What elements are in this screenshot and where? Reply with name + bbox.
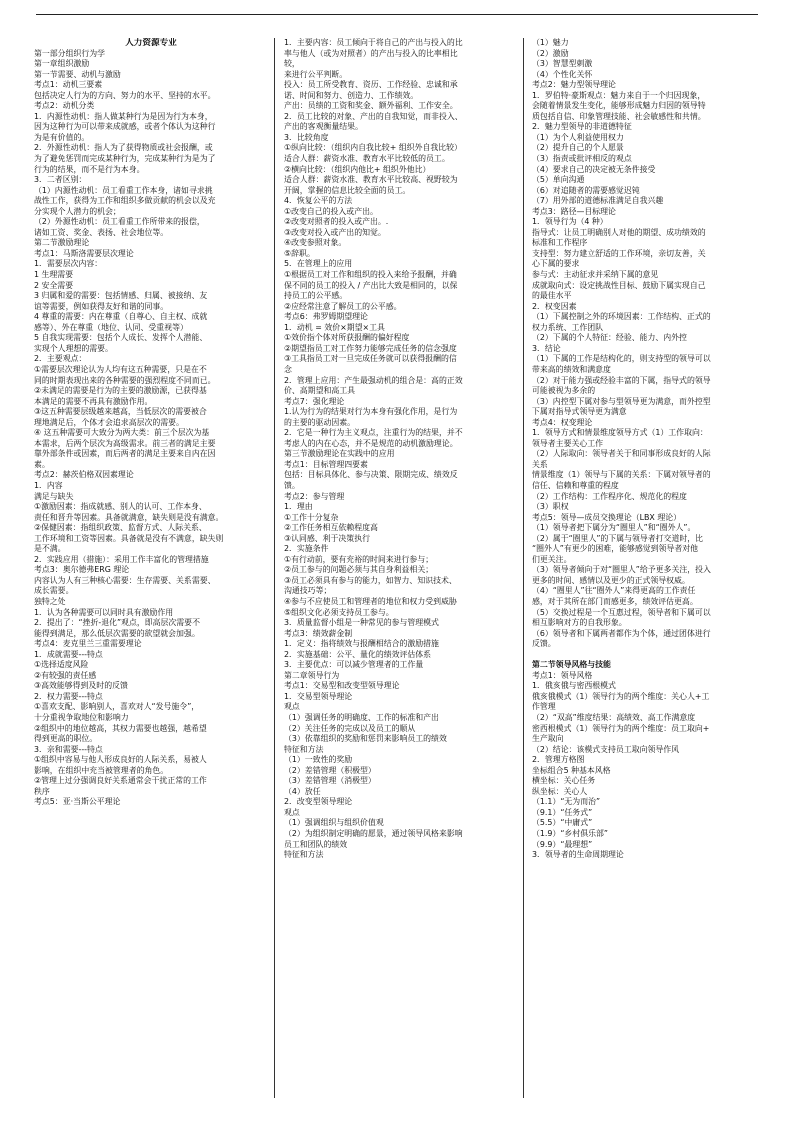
text-line: （3）差错管理（消极型） [284,776,376,786]
text-line: 信任、信赖和尊重的程度 [532,480,619,490]
text-line: ②组织中的地位越高，其权力需要也越强，越希望 [34,723,207,733]
text-line: （2）工作结构：工作程序化、规范化的程度 [532,491,687,501]
text-line: ①需要层次理论认为人均有这五种需要，只是在不 [34,364,207,374]
text-line: ①效价指个体对所获报酬的偏好程度 [284,333,410,343]
text-line: 考点2：动机分类 [34,101,95,111]
blank-line [532,650,768,661]
text-line: 领导者主要关心工作 [532,438,604,448]
text-line: ②改变对照者的投入或产出。. [284,217,389,227]
text-line: ①激励因素：指成就感、别人的认可、工作本身、 [34,502,207,512]
text-line: 3．结论 [532,343,561,353]
text-line: 1．成就需要---特点 [34,649,103,659]
text-line: 第二节激励理论 [34,238,90,248]
text-line: 1.认为行为的结果对行为本身有强化作用，是行为 [284,407,458,417]
text-line: 纵坐标：关心人 [532,786,588,796]
text-line: （2）人际取向：领导者关于和同事形成良好的人际 [532,449,711,459]
text-line: （1）魅力 [532,38,569,47]
text-line: 1．内源性动机：指人做某种行为是因为行为本身， [34,111,213,121]
text-line: 考点3：绩效薪金制 [284,628,353,638]
text-line: 特征和方法 [284,744,324,754]
text-line: 员工和团队的绩效 [284,839,348,849]
text-line: 观点 [284,807,300,817]
text-line: 2．管理方格图 [532,755,585,765]
text-line: （9.9）“最理想” [532,839,593,849]
text-line: 沟通技巧等； [284,586,332,596]
text-line: ③改变对投入或产出的知觉。 [284,227,386,237]
text-line: 率与他人（或为对照者）的产出与投入的比率相比 [284,48,458,58]
text-line: ③这五种需要层级越来越高，当低层次的需要被合 [34,407,207,417]
text-line: 密西根模式（1）领导行为的两个维度：员工取向+ [532,723,710,733]
text-line: 适合人群：薪资水准、教育水平比较高、视野较为 [284,175,458,185]
text-line: 2．提出了：“挫折-退化”观点，即高层次需要不 [34,618,200,628]
text-line: 考点3：奥尔德弗ERG 理论 [34,565,130,575]
text-line: （6）领导者和下属两者都作为个体，通过团体进行 [532,628,711,638]
text-line: 1．内容 [34,480,63,490]
text-line: 2 安全需要 [34,280,74,290]
text-line: 包括：目标具体化、参与决策、限期完成、绩效反 [284,470,458,480]
text-line: （3）内控型下属对参与型领导更为满意，而外控型 [532,396,711,406]
text-line: （2）“双高”维度结果：高绩效、高工作满意度 [532,713,696,722]
text-line: 2．权变因素 [532,301,577,311]
text-line: 考点5：亚·当斯公平理论 [34,797,121,807]
text-line: 2．员工比较的对象、产出的自我知觉，而非投入、 [284,111,463,121]
text-line: ①喜欢支配、影响别人，喜欢对人“发号施令”， [34,702,200,712]
text-line: 诺、时间和努力、创造力、工作绩效。 [284,90,419,100]
text-line: （5.5）“中庸式” [532,818,593,828]
text-line: ⑤组织文化必须支持员工参与。 [284,607,394,617]
text-line: 指导式：让员工明确别人对他的期望、成功绩效的 [532,227,706,237]
text-line: 满足与缺失 [34,491,74,501]
text-line: 本需求，后两个层次为高级需求。前三者的满足主要 [34,438,216,448]
text-line: 诸如工资、奖金、表扬、社会地位等。 [34,227,169,237]
text-line: 影响，在组织中充当被管理者的角色。 [34,765,169,775]
text-line: （3）职权 [532,502,569,512]
section-heading: 第二节领导风格与技能 [532,660,611,670]
text-line: 3．二者区别： [34,175,87,185]
text-line: 参与式：主动征求并采纳下属的意见 [532,270,659,280]
text-line: ①选择适度风险 [34,660,89,670]
text-line: 同的时期表现出来的各种需要的强烈程度不同而已。 [34,375,216,385]
text-line: （9.1）“任务式” [532,807,593,817]
text-line: ②横向比较：（组织内他比+ 组织外他比） [284,164,431,174]
text-line: 反馈。 [532,639,556,649]
text-line: 1．领导行为（4 种） [532,217,608,227]
text-line: 2．它是一种行为主义观点，注重行为的结果，并不 [284,428,463,438]
text-line: 产出的客观衡量结果。 [284,122,363,132]
text-line: （4）要求自己的决定被无条件接受 [532,164,656,174]
text-line: 考点1：动机三要素 [34,80,103,90]
text-line: 感，对于其所在部门而感更多，绩效评估更高。 [532,596,698,606]
text-line: 产出：员绩的工资和奖金、额外福利、工作安全。 [284,101,458,111]
text-line: （5）单向沟通 [532,175,585,185]
text-line: （7）用外部的道德标准满足自我兴趣 [532,196,664,206]
text-line: 感等）、外在尊重（地位、认同、受重视等） [34,322,188,332]
text-line: 考点6：弗罗姆期望理论 [284,312,368,322]
text-line: 2．外源性动机：指人为了获得物质或社会报酬，或 [34,143,213,153]
text-line: 十分重视争取地位和影响力 [34,713,129,722]
text-line: 成就取向式：设定挑战性目标、鼓励下属实现自己 [532,280,706,290]
text-line: 第三节激励理论在实践中的应用 [284,449,395,459]
text-line: 是不满。 [34,544,66,554]
text-line: ③认同感、利于决策执行 [284,533,370,543]
text-line: 2．魅力型领导的非道德特征 [532,122,632,132]
text-line: 秩序 [34,786,50,796]
text-line: 关系 [532,459,548,469]
text-line: （3）指责或批评相反的观点 [532,154,632,164]
text-line: 投入：员工所受教育、资历、工作经验、忠诚和承 [284,80,458,90]
text-line: 素。 [34,459,50,469]
text-line: 3．比较角度 [284,132,329,142]
text-line: 3．领导者的生命周期理论 [532,850,624,860]
text-line: 1．认为各种需要可以同时具有激励作用 [34,607,174,617]
page-top-rule [36,14,758,15]
text-line: （1）领导者把下属分为“圈里人”和“圈外人”。 [532,523,696,533]
text-line: 4 尊重的需要：内在尊重（自尊心、自主权、成就 [34,312,208,322]
text-column-1 [34,38,268,1098]
text-line: 得到更高的职位。 [34,734,98,744]
text-line: （2）结论：该模式支持员工取向领导作风 [532,744,680,754]
text-line: （3）依靠组织的奖励和惩罚来影响员工的绩效 [284,734,447,744]
text-line: 2．实施条件 [284,544,329,554]
text-line: ①有行动前，要有充裕的时间来进行参与； [284,554,434,564]
text-line: 1．主要内容：员工倾向于将自己的产出与投入的比 [284,38,463,47]
text-line: ④改变参照对象。 [284,238,347,248]
text-line: （1）强调任务的明确度、工作的标准和产出 [284,713,439,722]
text-line: 责任和晋升等因素。具备就满意，缺失则是没有满意。 [34,512,224,522]
text-line: ②管理上过分强调良好关系通常会干扰正常的工作 [34,776,207,786]
text-line: 考点7：强化理论 [284,396,345,406]
text-line: 包括决定人行为的方向、努力的水平、坚持的水平。 [34,90,216,100]
text-line: （2）差错管理（积极型） [284,765,376,775]
text-line: 3 归属和爱的需要：包括情感、归属、被接纳、友 [34,291,208,301]
text-line: （2）激励 [532,48,569,58]
text-line: 下属对指导式领导更为满意 [532,407,627,417]
text-line: （2）关注任务的完成以及员工的顺从 [284,723,416,733]
text-line: 更多的时间、感情以及更少的正式领导权威。 [532,575,690,585]
text-line: ①组织中容易与他人形成良好的人际关系，易被人 [34,755,207,765]
text-line: 来进行公平判断。 [284,69,348,79]
text-line: （6）对追随者的需要感觉迟钝 [532,185,640,195]
text-line: 3．质量监督小组是一种常见的参与管理模式 [284,618,439,628]
text-line: ②期望指员工对工作努力能够完成任务的信念强度 [284,343,457,353]
text-line: 第一部分组织行为学 [34,48,106,58]
text-line: 馈。 [284,480,300,490]
text-line: ②工作任务相互依赖程度高 [284,523,378,533]
text-line: 战性工作，获得为工作和组织多做贡献的机会以及充 [34,196,216,206]
text-line: （1）一致性的奖励 [284,755,353,765]
text-line: 独特之处 [34,596,66,606]
text-line: ①工作十分复杂 [284,512,339,522]
text-line: 为了避免惩罚而完成某种行为，完成某种行为是为了 [34,154,216,164]
text-line: 分实现个人潜力的机会； [34,206,121,216]
text-line: （5）交换过程是一个互惠过程，领导者和下属可以 [532,607,711,617]
text-line: 5．在管理上的应用 [284,259,353,269]
text-line: ①改变自己的投入或产出。 [284,206,378,216]
text-line: 考点2：赫茨伯格双因素理论 [34,470,134,480]
text-line: ④参与不应使员工和管理者的地位和权力受到威胁 [284,596,457,606]
text-line: 相互影响对方的自我形象。 [532,618,627,628]
text-line: 4．恢复公平的方法 [284,196,353,206]
text-line: 权力系统、工作团队 [532,322,604,332]
text-line: 较， [284,59,300,69]
text-line: ①根据员工对工作和组织的投入来给予报酬，并确 [284,270,457,280]
text-line: 考点1：交易型和改变型领导理论 [284,681,400,691]
text-line: 因为这种行为可以带来成就感，或者个体认为这种行 [34,122,216,132]
text-line: （1）强调组织与组织价值观 [284,818,384,828]
text-line: 标准和工作程序 [532,238,588,248]
text-line: 考点4：麦克里兰三重需要理论 [34,639,142,649]
text-line: 1 生理需要 [34,270,74,280]
column-divider-right [523,38,524,1098]
text-line: 工作环境和工资等因素。具备就是没有不满意，缺失则 [34,533,224,543]
text-line: 考点1：领导风格 [532,670,593,680]
text-line: （2）为组织制定明确的愿景，通过领导风格来影响 [284,829,463,839]
text-line: 作管理 [532,702,556,712]
text-line: ③高效能够得到及时的反馈 [34,681,128,691]
text-line: （2）属于“圈里人”的下属与领导者打交道时，比 [532,533,704,543]
text-line: 考点2：魅力型领导理论 [532,80,616,90]
text-line: （1）为个人利益使用权力 [532,132,624,142]
text-line: 2．主要观点： [34,354,87,364]
text-line: 靠外部条件或因素，而后两者的满足主要来自内在因 [34,449,216,459]
text-line: 为是有价值的。 [34,132,90,142]
text-line: ①纵向比较：（组织内自我比较+ 组织外自我比较） [284,143,462,153]
text-line: （4）个性化关怀 [532,69,593,79]
text-line: 1．罗伯特·豪斯观点：魅力来自于一个归因现象， [532,90,706,100]
text-line: 第一节需要、动机与激励 [34,69,121,79]
text-line: （1）下属的工作是结构化的，则支持型的领导可以 [532,354,711,364]
text-line: 成长需要。 [34,586,74,596]
text-line: 们更关注。 [532,554,572,564]
text-line: （4）放任 [284,786,321,796]
text-line: “圈外人”有更少的困难，能够感觉到领导者对他 [532,544,698,554]
column-divider-left [274,38,275,1098]
text-line: 考点3：路径—目标理论 [532,206,616,216]
text-line: 坐标组合5 种基本风格 [532,765,611,775]
text-line: （2）对于能力强或经验丰富的下属，指导式的领导 [532,375,711,385]
text-line: 适合人群：薪资水准、教育水平比较低的员工。 [284,154,450,164]
text-line: 2．管理上应用：产生最强动机的组合是：高的正效 [284,375,463,385]
text-line: 本满足的需要不再具有激励作用。 [34,396,153,406]
text-line: 念 [284,364,292,374]
text-column-3 [532,38,768,1098]
text-line: 保不同的员工的投入 / 产出比大致是相同的，以保 [284,280,458,290]
text-line: 心下属的要求 [532,259,580,269]
text-line: 生产取向 [532,734,564,744]
text-line: 内容认为人有三种核心需要：生存需要、关系需要、 [34,575,216,585]
text-line: 带来高的绩效和满意度 [532,364,611,374]
text-line: 第二章领导行为 [284,670,340,680]
text-line: ②保健因素：指组织政策、监督方式、人际关系、 [34,523,207,533]
text-line: 支持型：努力建立舒适的工作环境，亲切友善，关 [532,248,706,258]
text-line: 2．实践应用（措施）：采用工作丰富化的管理措施 [34,554,209,564]
text-line: 的最佳水平 [532,291,572,301]
text-line: （1）下属控制之外的环境因素：工作结构、正式的 [532,312,711,322]
text-line: 理地满足后，个体才会追求高层次的需要。 [34,417,184,427]
text-line: ②未满足的需要是行为的主要的激励源，已获得基 [34,386,207,396]
text-line: ⑤辞职。 [284,248,315,258]
text-line: 考点1：马斯洛需要层次理论 [34,248,134,258]
text-line: （1）内源性动机：员工看重工作本身，诸如寻求挑 [34,185,213,195]
text-line: 行为的结果，而不是行为本身。 [34,164,145,174]
text-line: 1．理由 [284,502,313,512]
text-line: 考点5：领导—成员交换理论（LBX 理论） [532,512,681,522]
text-line: （1.9）“乡村俱乐部” [532,829,608,839]
text-line: 俄亥俄模式（1）领导行为的两个维度：关心人+工 [532,691,710,701]
text-line: 考虑人的内在心态，并不是规范的动机激励理论。 [284,438,458,448]
text-line: （3）智慧型刺激 [532,59,593,69]
text-line: ②员工参与的问题必须与其自身利益相关； [284,565,434,575]
text-line: 持员工的公平感。 [284,291,348,301]
text-line: 3．主要优点：可以减少管理者的工作量 [284,660,424,670]
text-line: （2）外源性动机：员工看重工作所带来的报偿， [34,217,205,227]
text-line: 1．领导方式和情景维度领导方式（1）工作取向： [532,428,708,438]
text-line: 1．交易型领导理论 [284,691,353,701]
text-line: 2．改变型领导理论 [284,797,353,807]
text-line: 谊等需要，例如获得友好和谐的同事。 [34,301,169,311]
text-line: 考点1：目标管理四要素 [284,459,368,469]
text-line: 1．俄亥俄与密西根模式 [532,681,616,691]
text-line: 3．亲和需要---特点 [34,744,103,754]
text-line: ③工具指员工对一旦完成任务就可以获得报酬的信 [284,354,457,364]
text-line: （1.1）“无为而治” [532,797,601,807]
text-line: （3）领导者倾向于对“圈里人”给予更多关注，投入 [532,565,711,575]
text-line: 1．定义：指将绩效与报酬相结合的激励措施 [284,639,439,649]
text-line: 2．实施基础：公平、量化的绩效评估体系 [284,649,432,659]
text-line: 能得到满足，那么低层次需要的欲望就会加强。 [34,628,200,638]
text-line: ②有较强的责任感 [34,670,97,680]
text-line: 开阔，掌握的信息比较全面的员工。 [284,185,411,195]
text-line: ②应经常注意了解员工的公平感。 [284,301,402,311]
text-line: 考点2：参与管理 [284,491,345,501]
text-line: 可能被视为多余的 [532,386,596,396]
text-line: 情景维度（1）领导与下属的关系：下属对领导者的 [532,470,711,480]
text-line: 横坐标：关心任务 [532,776,596,786]
text-line: ③员工必须具有参与的能力，如智力、知识技术、 [284,575,457,585]
text-line: 考点4：权变理论 [532,417,593,427]
text-line: 1．需要层次内容： [34,259,103,269]
text-line: 观点 [284,702,300,712]
document-title: 人力资源专业 [125,38,177,48]
text-line: 5 自我实现需要：包括个人成长、发挥个人潜能、 [34,333,208,343]
text-line: 质包括自信、印象管理技能、社会敏感性和共情。 [532,111,706,121]
text-line: 会随着情景发生变化，能够形成魅力归因的领导特 [532,101,706,111]
text-line: ④ 这五种需要可大致分为两大类：前三个层次为基 [34,428,210,438]
text-line: 实现个人理想的需要。 [34,343,113,353]
text-line: 价、高期望和高工具 [284,386,356,396]
text-line: 的主要的驱动因素。 [284,417,356,427]
text-line: 特征和方法 [284,850,324,860]
text-line: （4）“圈里人”往“圈外人”来得更高的工作责任 [532,586,696,596]
text-line: 第一章组织激励 [34,59,90,69]
text-line: （2）提升自己的个人愿景 [532,143,624,153]
text-line: 2．权力需要---特点 [34,691,103,701]
text-column-2 [284,38,518,1098]
text-line: （2）下属的个人特征：经验、能力、内外控 [532,333,687,343]
text-line: 1．动机 = 效价×期望×工具 [284,322,385,332]
